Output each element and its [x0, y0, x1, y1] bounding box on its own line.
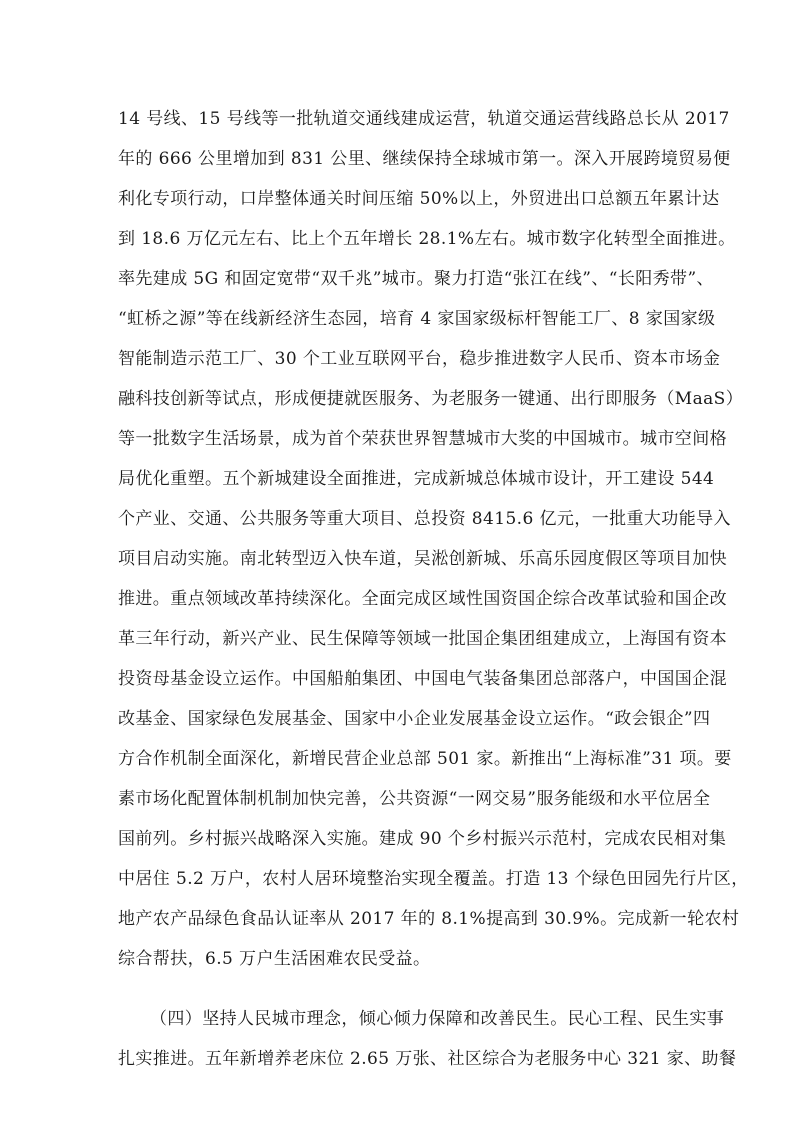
- text-line: 地产农产品绿色食品认证率从 2017 年的 8.1%提高到 30.9%。完成新一轮农村: [118, 909, 740, 929]
- text-line: 个产业、交通、公共服务等重大项目、总投资 8415.6 亿元，一批重大功能导入: [118, 509, 731, 529]
- text-line: 投资母基金设立运作。中国船舶集团、中国电气装备集团总部落户，中国国企混: [118, 669, 727, 689]
- text-line: （四）坚持人民城市理念，倾心倾力保障和改善民生。民心工程、民生实事: [150, 1009, 725, 1029]
- text-line: 率先建成 5G 和固定宽带“双千兆”城市。聚力打造“张江在线”、“长阳秀带”、: [118, 269, 714, 289]
- text-line: 智能制造示范工厂、30 个工业互联网平台，稳步推进数字人民币、资本市场金: [118, 349, 721, 369]
- text-line: 推进。重点领域改革持续深化。全面完成区域性国资国企综合改革试验和国企改: [118, 589, 727, 609]
- text-line: 14 号线、15 号线等一批轨道交通线建成运营，轨道交通运营线路总长从 2017: [118, 109, 730, 129]
- text-line: 到 18.6 万亿元左右、比上个五年增长 28.1%左右。城市数字化转型全面推进。: [118, 229, 736, 249]
- text-line: 改基金、国家绿色发展基金、国家中小企业发展基金设立运作。“政会银企”四: [118, 709, 711, 729]
- text-line: 方合作机制全面深化，新增民营企业总部 501 家。新推出“上海标准”31 项。要: [118, 749, 732, 769]
- text-line: 扎实推进。五年新增养老床位 2.65 万张、社区综合为老服务中心 321 家、助餐: [118, 1049, 737, 1069]
- text-line: 年的 666 公里增加到 831 公里、继续保持全球城市第一。深入开展跨境贸易便: [118, 149, 731, 169]
- text-line: 革三年行动，新兴产业、民生保障等领域一批国企集团组建成立，上海国有资本: [118, 629, 727, 649]
- text-line: 等一批数字生活场景，成为首个荣获世界智慧城市大奖的中国城市。城市空间格: [118, 429, 727, 449]
- text-line: “虹桥之源”等在线新经济生态园，培育 4 家国家级标杆智能工厂、8 家国家级: [118, 309, 716, 329]
- text-line: 局优化重塑。五个新城建设全面推进，完成新城总体城市设计，开工建设 544: [118, 469, 715, 489]
- text-line: 利化专项行动，口岸整体通关时间压缩 50%以上，外贸进出口总额五年累计达: [118, 189, 720, 209]
- text-line: 项目启动实施。南北转型迈入快车道，吴淞创新城、乐高乐园度假区等项目加快: [118, 549, 727, 569]
- text-line: 中居住 5.2 万户，农村人居环境整治实现全覆盖。打造 13 个绿色田园先行片区，: [118, 869, 749, 889]
- text-line: 国前列。乡村振兴战略深入实施。建成 90 个乡村振兴示范村，完成农民相对集: [118, 829, 727, 849]
- text-line: 素市场化配置体制机制加快完善，公共资源“一网交易”服务能级和水平位居全: [118, 789, 711, 809]
- text-line: 融科技创新等试点，形成便捷就医服务、为老服务一键通、出行即服务（MaaS）: [118, 389, 744, 409]
- text-line: 综合帮扶，6.5 万户生活困难农民受益。: [118, 949, 431, 969]
